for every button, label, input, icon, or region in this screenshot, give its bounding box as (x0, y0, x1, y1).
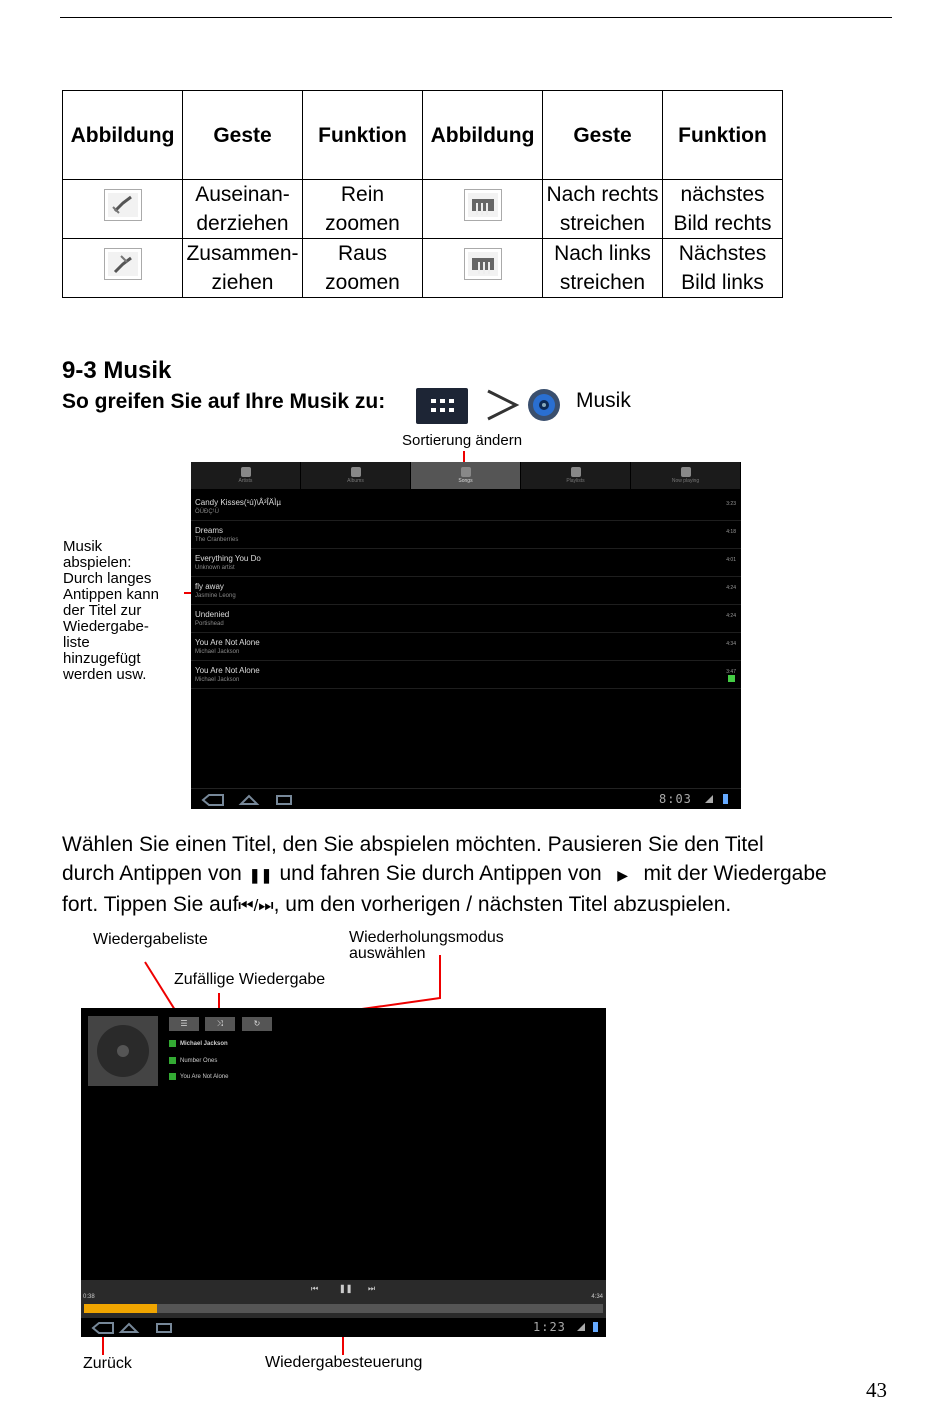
shuffle-button[interactable]: ⤨ (205, 1017, 235, 1031)
queue-item[interactable] (169, 1073, 228, 1080)
system-bar (191, 788, 741, 809)
tab-artists[interactable] (191, 462, 301, 489)
table-header-row (63, 91, 783, 180)
paragraph-line (62, 890, 892, 920)
tab-playlists[interactable] (521, 462, 631, 489)
controls-annotation: Wiedergabesteuerung (265, 1354, 423, 1371)
tab-label: Now playing (671, 478, 700, 484)
wifi-battery-icon (703, 793, 737, 805)
page-number: 43 (866, 1378, 887, 1402)
table-cell (63, 239, 183, 298)
apps-grid-icon (416, 388, 468, 424)
system-bar (81, 1318, 606, 1337)
music-note-icon (169, 1073, 176, 1080)
instruction-paragraph (62, 830, 892, 920)
table-cell: Nach rechts streichen (543, 180, 663, 239)
tab-label: Songs (458, 478, 473, 484)
song-artist: The Cranberries (195, 537, 239, 543)
song-duration: 4:24 (726, 585, 736, 591)
table-cell: nächstes Bild rechts (663, 180, 783, 239)
header-cell: Abbildung (423, 91, 543, 180)
song-title: fly away (195, 582, 224, 591)
pause-button-icon[interactable]: ❚❚ (339, 1284, 353, 1293)
song-title: You Are Not Alone (195, 666, 260, 675)
table-cell (423, 180, 543, 239)
album-icon (169, 1057, 176, 1064)
song-row[interactable] (191, 548, 741, 577)
swipe-right-icon (464, 189, 502, 221)
song-row[interactable] (191, 576, 741, 605)
table-cell: Auseinan- derziehen (183, 180, 303, 239)
progress-fill (84, 1304, 157, 1313)
song-title: Everything You Do (195, 554, 261, 563)
tab-label: Artists (238, 478, 253, 484)
paragraph-text: fort. Tippen Sie auf (62, 893, 239, 916)
paragraph-text: mit der Wiedergabe (643, 862, 827, 885)
song-artist: Michael Jackson (195, 677, 240, 683)
gesture-table (62, 90, 783, 298)
queue-item[interactable] (169, 1057, 217, 1064)
next-track-icon[interactable]: ⏭ (368, 1284, 376, 1293)
table-cell: Raus zoomen (303, 239, 423, 298)
song-duration: 4:24 (726, 613, 736, 619)
table-row (63, 239, 783, 298)
paragraph-line: Wählen Sie einen Titel, den Sie abspielen möchten. Pausieren Sie den Titel (62, 833, 764, 856)
header-cell: Geste (543, 91, 663, 180)
pause-icon: ❚❚ (248, 867, 273, 883)
table-cell: Nächstes Bild links (663, 239, 783, 298)
previous-track-icon[interactable]: ⏮ (311, 1284, 319, 1293)
song-row[interactable] (191, 604, 741, 633)
song-duration: 4:01 (726, 557, 736, 563)
table-row (63, 180, 783, 239)
song-duration: 4:34 (726, 641, 736, 647)
playlist-button[interactable]: ☰ (169, 1017, 199, 1031)
elapsed-time: 0:38 (83, 1294, 95, 1300)
nav-buttons-icon (89, 1320, 189, 1336)
song-artist: ÖÚÐÇ¹Ú (195, 509, 219, 515)
repeat-annotation: Wiederholungsmodus auswählen (349, 929, 504, 962)
song-row[interactable] (191, 660, 741, 689)
queue-item[interactable] (169, 1040, 228, 1047)
status-clock: 1:23 (533, 1320, 566, 1334)
total-time: 4:34 (591, 1294, 603, 1300)
header-cell: Geste (183, 91, 303, 180)
swipe-left-icon (464, 248, 502, 280)
mic-icon (169, 1040, 176, 1047)
header-cell: Funktion (663, 91, 783, 180)
sort-annotation: Sortierung ändern (402, 432, 523, 449)
queue-label: Michael Jackson (180, 1041, 228, 1048)
song-title: Candy Kisses(¹ú)\Â³ÎÄÌµ (195, 498, 281, 507)
music-app-icon (526, 388, 566, 429)
section-title: 9-3 Musik (62, 357, 172, 384)
table-cell (63, 180, 183, 239)
song-duration: 4:18 (726, 529, 736, 535)
header-cell: Funktion (303, 91, 423, 180)
music-library-screenshot (191, 462, 741, 808)
prev-next-icon: ⏮/⏭ (238, 896, 274, 915)
tab-albums[interactable] (301, 462, 411, 489)
tab-songs[interactable] (411, 462, 521, 489)
queue-label: You Are Not Alone (180, 1074, 229, 1081)
playing-indicator-icon (728, 675, 735, 682)
play-annotation: Musik abspielen: Durch langes Antippen kann der Titel zur Wiedergabe- liste hinzugefügt werden usw. (63, 538, 159, 683)
album-art (88, 1016, 158, 1086)
header-cell: Abbildung (63, 91, 183, 180)
tab-now-playing[interactable] (631, 462, 741, 489)
now-playing-screenshot (81, 1008, 606, 1337)
access-instruction: So greifen Sie auf Ihre Musik zu: (62, 390, 386, 413)
music-app-label: Musik (576, 389, 631, 412)
music-note-icon (461, 467, 471, 477)
repeat-button[interactable]: ↻ (242, 1017, 272, 1031)
playlist-icon (571, 467, 581, 477)
spread-gesture-icon (104, 189, 142, 221)
back-annotation: Zurück (83, 1355, 132, 1372)
song-title: Undenied (195, 610, 230, 619)
paragraph-text: und fahren Sie durch Antippen von (279, 862, 602, 885)
paragraph-text: durch Antippen von (62, 862, 242, 885)
disc-icon (88, 1016, 158, 1086)
shuffle-annotation: Zufällige Wiedergabe (174, 971, 326, 988)
paragraph-line (62, 859, 892, 890)
paragraph-text: , um den vorherigen / nächsten Titel abzuspielen. (273, 893, 732, 916)
song-title: Dreams (195, 526, 224, 535)
header-rule (60, 17, 892, 18)
album-icon (351, 467, 361, 477)
wifi-battery-icon (575, 1321, 603, 1333)
song-artist: Jasmine Leong (195, 593, 236, 599)
song-artist: Michael Jackson (195, 649, 240, 655)
table-cell: Rein zoomen (303, 180, 423, 239)
chevron-right-icon (486, 388, 520, 427)
tab-label: Playlists (566, 478, 585, 484)
song-duration: 3:23 (726, 501, 736, 507)
library-tabs (191, 462, 741, 489)
song-title: You Are Not Alone (195, 638, 260, 647)
song-row[interactable] (191, 632, 741, 661)
table-cell (423, 239, 543, 298)
microphone-icon (241, 467, 251, 477)
song-row[interactable] (191, 492, 741, 521)
queue-label: Number Ones (180, 1058, 218, 1065)
playlist-annotation: Wiedergabeliste (93, 931, 208, 948)
status-clock: 8:03 (659, 792, 692, 806)
now-playing-icon (681, 467, 691, 477)
song-duration: 3:47 (726, 669, 736, 675)
song-artist: Unknown artist (195, 565, 235, 571)
play-icon: ▶ (617, 867, 628, 883)
pinch-gesture-icon (104, 248, 142, 280)
song-row[interactable] (191, 520, 741, 549)
progress-track[interactable] (84, 1304, 603, 1313)
table-cell: Nach links streichen (543, 239, 663, 298)
nav-buttons-icon (199, 792, 299, 808)
playback-bar (81, 1280, 606, 1318)
tab-label: Albums (347, 478, 364, 484)
table-cell: Zusammen- ziehen (183, 239, 303, 298)
song-artist: Portishead (195, 621, 224, 627)
